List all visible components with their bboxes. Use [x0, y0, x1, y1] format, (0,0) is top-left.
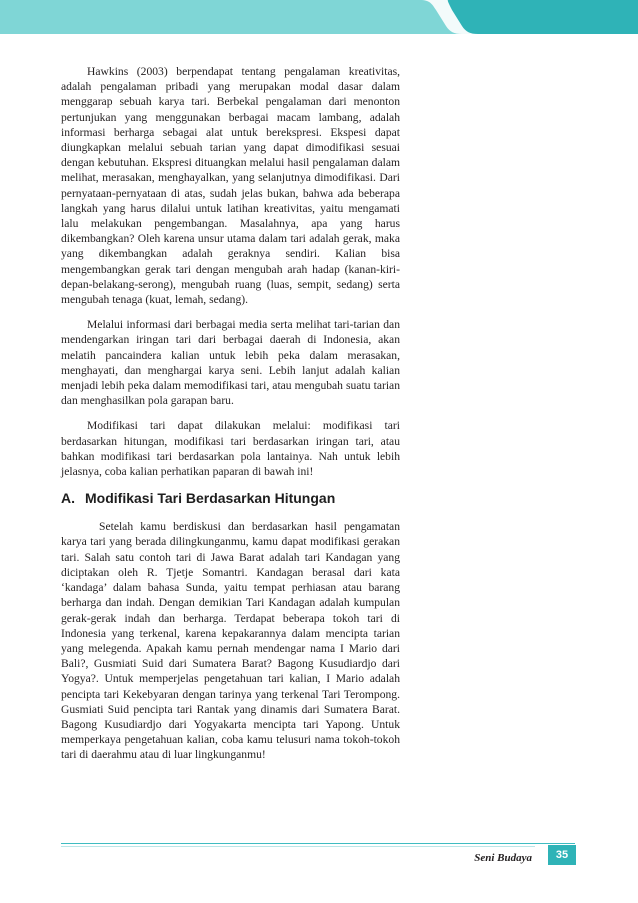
top-decorative-band [0, 0, 638, 34]
footer-book-title: Seni Budaya [474, 852, 532, 864]
intro-paragraph-2: Melalui informasi dari berbagai media serta melihat tari-tarian dan mendengarkan iringan tari dari berbagai daerah di Indonesia, akan melatih pancaindera kalian untuk lebih peka dalam merasakan, menghayati, dan menghargai karya seni. Lebih lanjut adalah kalian menjadi lebih peka dalam memodifikasi tari, atau mengubah suatu tarian dan menghasilkan pola garapan baru. [61, 318, 400, 408]
section-heading [61, 489, 400, 507]
section-letter: A. [61, 490, 75, 507]
page-content [61, 64, 400, 773]
section-paragraph: Setelah kamu berdiskusi dan berdasarkan hasil pengamatan karya tari yang berada dilingkunganmu, kamu dapat modifikasi gerakan tari. Salah satu contoh tari di Jawa Barat adalah tari Kandagan yang diciptakan oleh R. Tjetje Somantri. Kandagan berasal dari kata ‘kandaga’ dalam bahasa Sunda, yaitu tempat perhiasan atau barang berharga dan indah. Dengan demikian Tari Kandagan adalah kumpulan gerak-gerak indah dan berharga. Terdapat beberapa tokoh tari di Indonesia yang terkenal, karena kepakarannya dalam mencipta tarian yang melegenda. Apakah kamu pernah mendengar nama I Mario dari Bali?, Gusmiati Suid dari Sumatera Barat? Bagong Kusudiardjo dari Yogya?. Untuk memperjelas pengetahuan tari kalian, I Mario adalah pencipta tari Kekebyaran dengan tarinya yang terkenal Tari Terompong. Gusmiati Suid pencipta tari Rantak yang dinamis dari Sumatera Barat. Bagong Kusudiardjo dari Yogyakarta mencipta tari Yapong. Untuk memperkaya pengetahuan kalian, coba kamu telusuri nama tokoh-tokoh tari di daerahmu atau di luar lingkunganmu! [61, 520, 400, 762]
page-number-badge: 35 [548, 845, 576, 865]
intro-paragraph-3: Modifikasi tari dapat dilakukan melalui: modifikasi tari berdasarkan hitungan, modifikasi tari berdasarkan iringan tari, atau bahkan modifikasi tari berdasarkan pola lantainya. Nah untuk lebih jelasnya, coba kalian perhatikan paparan di bawah ini! [61, 419, 400, 479]
footer-divider [61, 843, 575, 844]
intro-paragraph-1: Hawkins (2003) berpendapat tentang pengalaman kreativitas, adalah pengalaman pribadi yang merupakan modal dasar dalam menggarap sebuah karya tari. Berbekal pengalaman dari menonton pertunjukan yang menggunakan berbagai macam lambang, adalah informasi berharga sebagai alat untuk berekspresi. Ekspesi dapat diungkapkan melalui sebuah tarian yang dapat dimodifikasi sesuai dengan kebutuhan. Ekspresi dituangkan melalui hasil pengalaman dalam melihat, merasakan, menghayalkan, yang selanjutnya dimodifikasi. Dari pernyataan-pernyataan di atas, sudah jelas bukan, bahwa ada beberapa langkah yang harus dilalui untuk latihan kreativitas, yaitu mengamati lalu melakukan pengembangan. Masalahnya, apa yang harus dikembangkan? Oleh karena unsur utama dalam tari adalah gerak, maka yang dikembangkan adalah geraknya sendiri. Kalian bisa mengembangkan gerak tari dengan mengubah arah hadap (kanan-kiri-depan-belakang-serong), mengubah ruang (luas, sempit, sedang) serta mengubah tenaga (kuat, lemah, sedang). [61, 65, 400, 307]
section-title: Modifikasi Tari Berdasarkan Hitungan [85, 490, 336, 507]
footer-divider-secondary [61, 846, 535, 847]
